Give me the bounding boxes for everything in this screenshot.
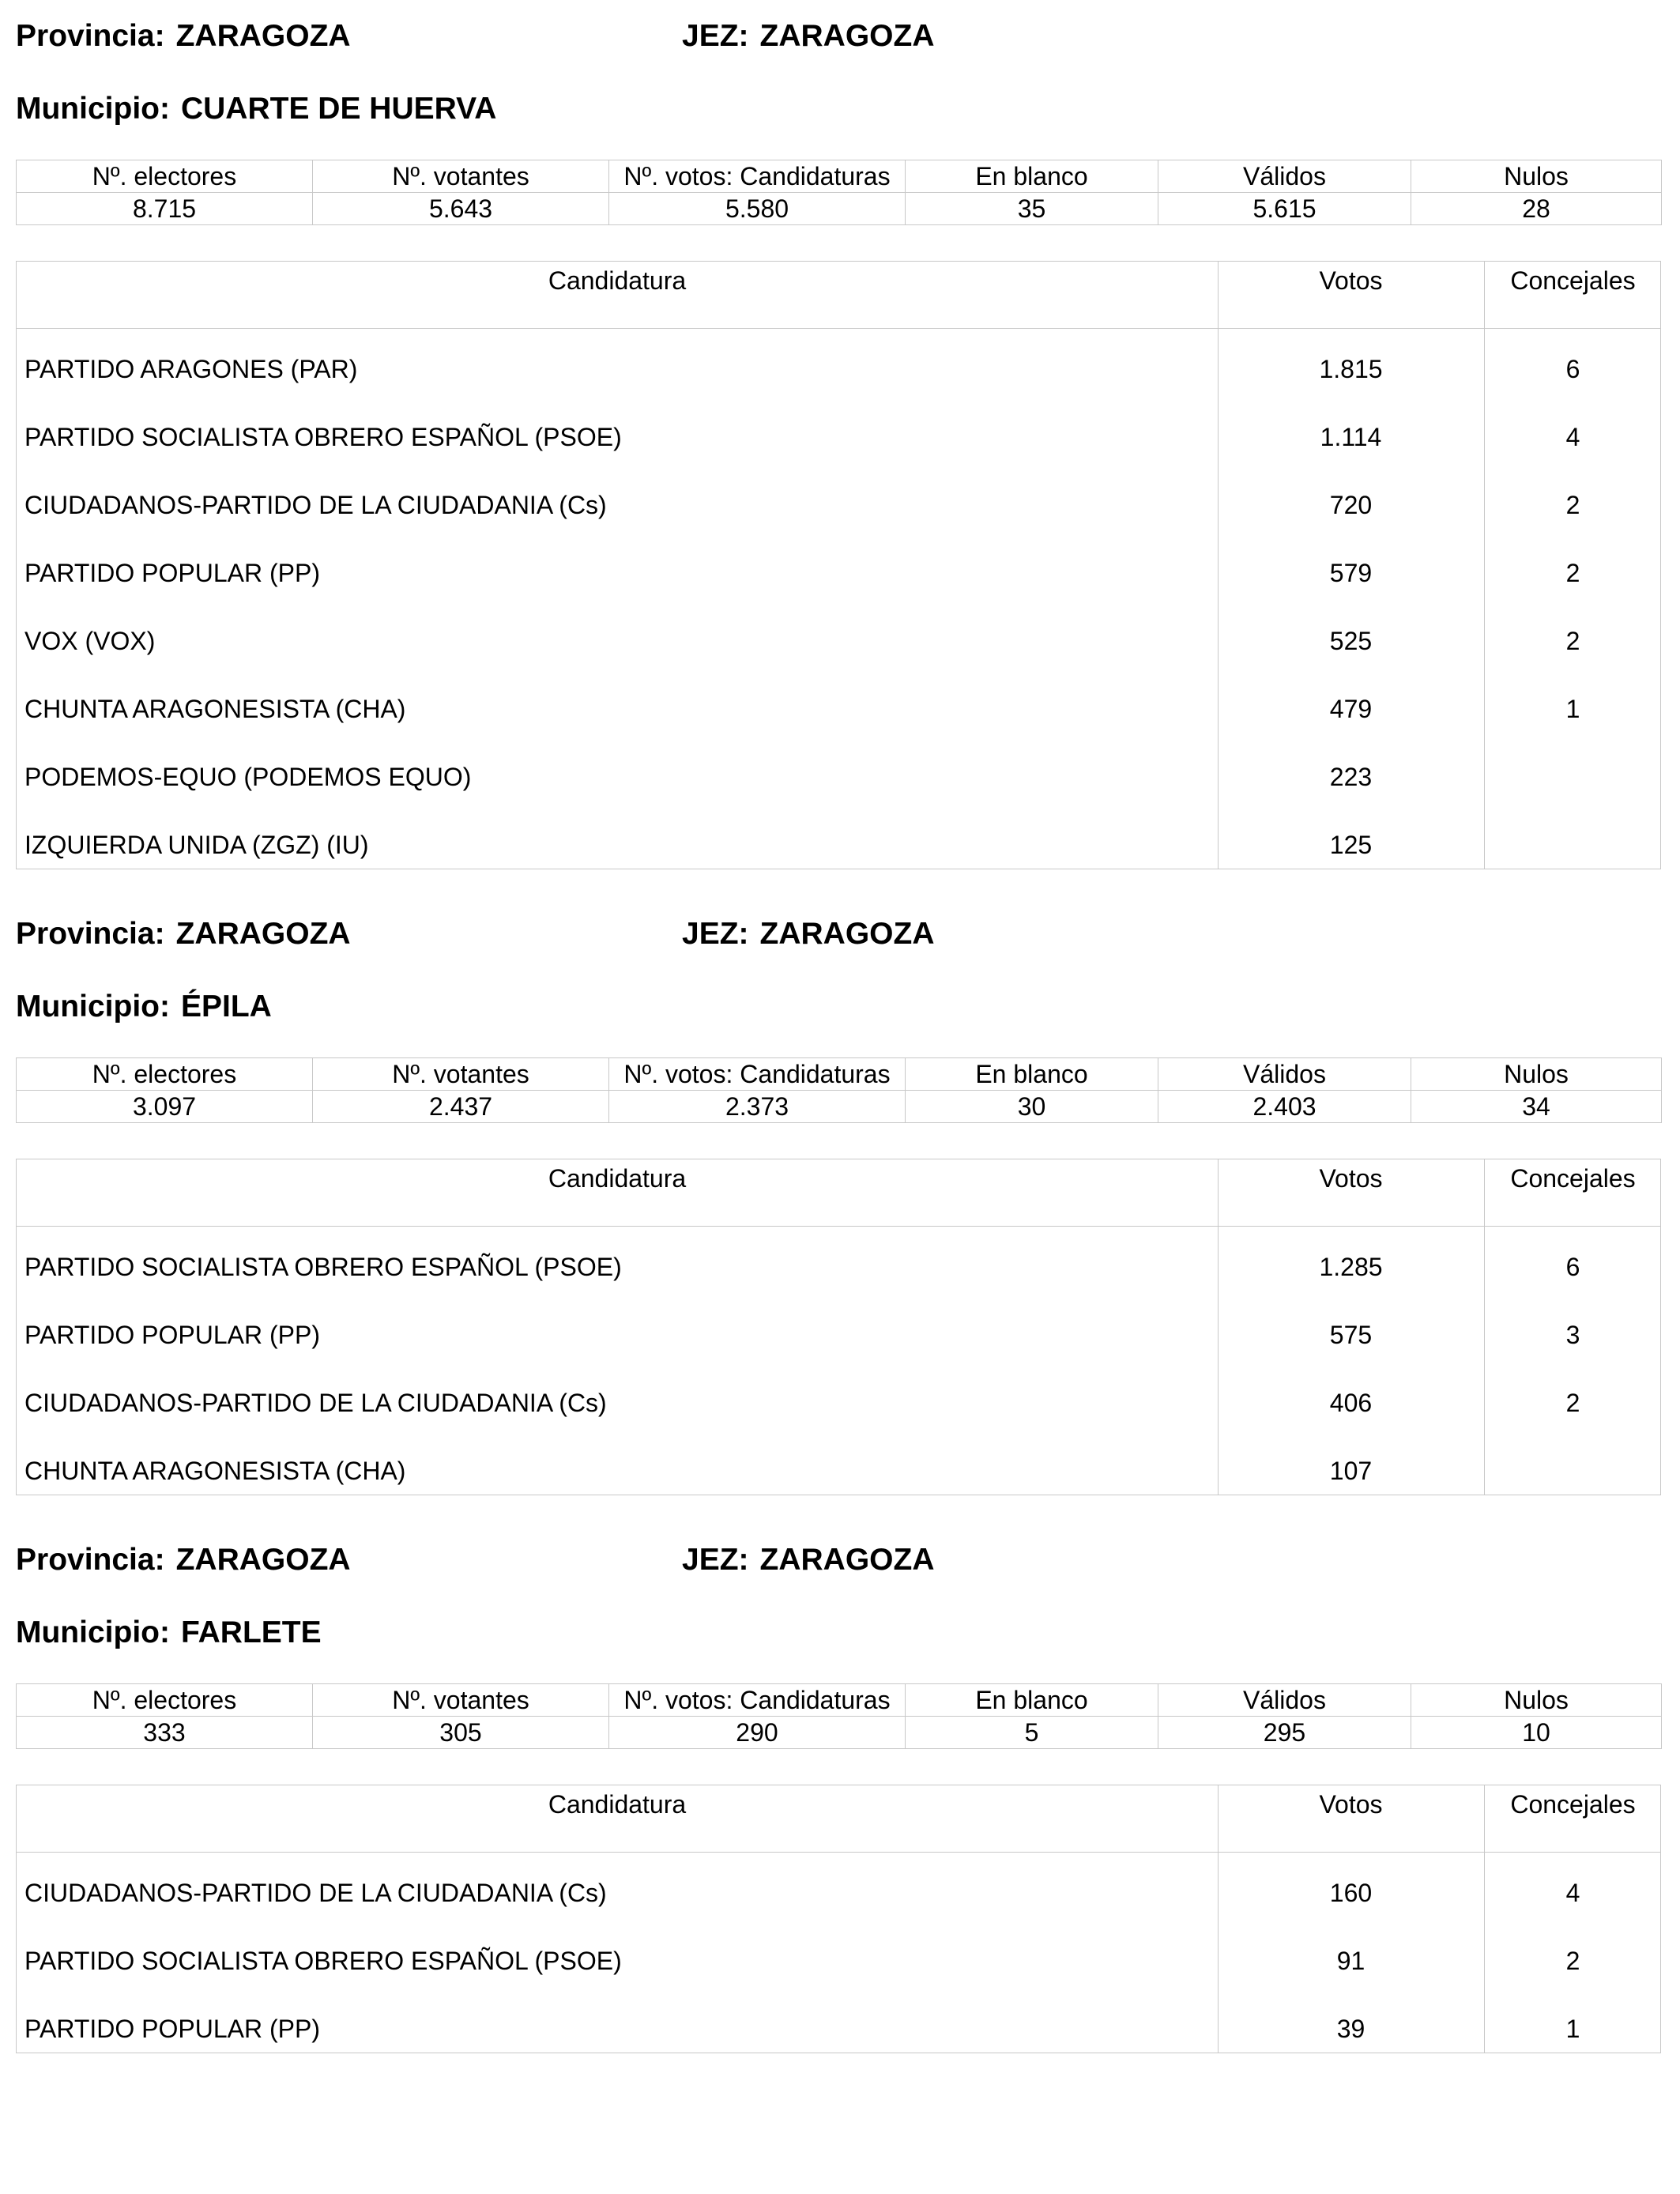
header-divider	[17, 1226, 1660, 1227]
candidate-concejales: 2	[1565, 627, 1580, 655]
jez-line	[682, 918, 935, 949]
summary-value-cell: 3.097	[17, 1091, 313, 1123]
summary-value-cell: 8.715	[17, 193, 313, 225]
summary-value-cell: 290	[609, 1717, 906, 1749]
provincia-line	[16, 21, 351, 51]
municipio-line	[16, 1617, 322, 1648]
municipio-label: Municipio:	[16, 1615, 170, 1649]
summary-value-cell: 305	[313, 1717, 609, 1749]
candidate-row	[17, 472, 1660, 540]
provincia-line	[16, 918, 351, 949]
summary-value-cell: 34	[1411, 1091, 1662, 1123]
candidatura-header: Candidatura	[548, 1790, 687, 1819]
candidate-name: PARTIDO POPULAR (PP)	[24, 2015, 320, 2043]
candidate-votes: 579	[1329, 559, 1373, 587]
candidate-name: IZQUIERDA UNIDA (ZGZ) (IU)	[24, 831, 369, 859]
candidate-votes: 39	[1336, 2015, 1365, 2043]
jez-line	[682, 21, 935, 51]
votos-header: Votos	[1319, 1790, 1383, 1819]
candidate-concejales: 6	[1565, 1253, 1580, 1281]
summary-header-cell: Nº. electores	[17, 1684, 313, 1717]
summary-value-row	[17, 1717, 1662, 1749]
candidate-name: CIUDADANOS-PARTIDO DE LA CIUDADANIA (Cs)	[24, 1879, 607, 1907]
summary-value-cell: 5.643	[313, 193, 609, 225]
summary-value-cell: 5.615	[1158, 193, 1411, 225]
jez-label: JEZ:	[682, 1543, 749, 1577]
candidate-name: CHUNTA ARAGONESISTA (CHA)	[24, 695, 406, 723]
candidate-votes: 720	[1329, 491, 1373, 519]
candidate-row	[17, 1928, 1660, 1996]
candidate-votes: 1.114	[1320, 423, 1382, 451]
municipio-line	[16, 991, 272, 1022]
municipio-value: CUARTE DE HUERVA	[180, 92, 497, 126]
candidate-concejales: 3	[1565, 1321, 1580, 1349]
summary-header-cell: Válidos	[1158, 160, 1411, 193]
provincia-value: ZARAGOZA	[175, 917, 351, 951]
summary-header-cell: En blanco	[906, 1684, 1158, 1717]
candidatura-header: Candidatura	[548, 1164, 687, 1193]
provincia-label: Provincia:	[16, 1543, 165, 1577]
candidate-votes: 479	[1329, 695, 1373, 723]
candidate-concejales: 2	[1565, 491, 1580, 519]
concejales-header: Concejales	[1510, 1164, 1636, 1193]
candidate-row	[17, 676, 1660, 744]
summary-value-cell: 28	[1411, 193, 1662, 225]
jez-label: JEZ:	[682, 917, 749, 951]
candidate-row	[17, 336, 1660, 404]
candidate-name: PARTIDO POPULAR (PP)	[24, 1321, 320, 1349]
summary-table	[16, 160, 1662, 225]
provincia-value: ZARAGOZA	[175, 19, 351, 53]
candidate-name: PARTIDO SOCIALISTA OBRERO ESPAÑOL (PSOE)	[24, 1253, 622, 1281]
summary-header-cell: Válidos	[1158, 1684, 1411, 1717]
summary-value-cell: 2.403	[1158, 1091, 1411, 1123]
candidate-row	[17, 1234, 1660, 1302]
concejales-header: Concejales	[1510, 266, 1636, 295]
summary-header-row	[17, 1058, 1662, 1091]
candidate-row	[17, 1438, 1660, 1506]
candidate-row	[17, 1370, 1660, 1438]
candidates-table	[16, 261, 1661, 869]
candidate-votes: 406	[1329, 1389, 1373, 1417]
header-divider	[17, 1852, 1660, 1853]
municipio-line	[16, 93, 496, 124]
provincia-value: ZARAGOZA	[175, 1543, 351, 1577]
summary-table	[16, 1057, 1662, 1123]
jez-line	[682, 1544, 935, 1575]
candidate-name: CIUDADANOS-PARTIDO DE LA CIUDADANIA (Cs)	[24, 1389, 607, 1417]
summary-header-cell: Nulos	[1411, 1058, 1662, 1091]
candidate-row	[17, 404, 1660, 472]
candidate-concejales: 2	[1565, 559, 1580, 587]
provincia-line	[16, 1544, 351, 1575]
candidates-table	[16, 1159, 1661, 1495]
summary-value-cell: 5.580	[609, 193, 906, 225]
candidate-votes: 91	[1336, 1947, 1365, 1975]
candidate-name: VOX (VOX)	[24, 627, 156, 655]
summary-value-row	[17, 193, 1662, 225]
candidate-row	[17, 1860, 1660, 1928]
summary-header-cell: Nulos	[1411, 160, 1662, 193]
candidate-name: PARTIDO ARAGONES (PAR)	[24, 355, 358, 383]
summary-header-cell: Nº. electores	[17, 160, 313, 193]
candidate-name: PODEMOS-EQUO (PODEMOS EQUO)	[24, 763, 472, 791]
summary-value-cell: 333	[17, 1717, 313, 1749]
candidate-votes: 575	[1329, 1321, 1373, 1349]
votos-header: Votos	[1319, 1164, 1383, 1193]
summary-header-cell: Nº. votantes	[313, 160, 609, 193]
candidate-votes: 160	[1329, 1879, 1373, 1907]
candidate-concejales: 2	[1565, 1947, 1580, 1975]
header-divider	[17, 328, 1660, 329]
summary-value-cell: 30	[906, 1091, 1158, 1123]
summary-table	[16, 1683, 1662, 1749]
jez-value: ZARAGOZA	[759, 19, 935, 53]
municipio-value: ÉPILA	[180, 990, 272, 1023]
summary-header-cell: Válidos	[1158, 1058, 1411, 1091]
candidate-name: PARTIDO SOCIALISTA OBRERO ESPAÑOL (PSOE)	[24, 423, 622, 451]
summary-header-cell: Nulos	[1411, 1684, 1662, 1717]
candidate-row	[17, 744, 1660, 812]
summary-value-cell: 35	[906, 193, 1158, 225]
candidate-name: PARTIDO POPULAR (PP)	[24, 559, 320, 587]
candidate-votes: 1.815	[1319, 355, 1383, 383]
jez-value: ZARAGOZA	[759, 917, 935, 951]
provincia-label: Provincia:	[16, 19, 165, 53]
summary-value-row	[17, 1091, 1662, 1123]
concejales-header: Concejales	[1510, 1790, 1636, 1819]
candidates-table	[16, 1785, 1661, 2053]
summary-header-row	[17, 1684, 1662, 1717]
jez-label: JEZ:	[682, 19, 749, 53]
summary-header-cell: Nº. electores	[17, 1058, 313, 1091]
candidate-concejales: 6	[1565, 355, 1580, 383]
candidate-concejales: 1	[1565, 2015, 1580, 2043]
summary-value-cell: 5	[906, 1717, 1158, 1749]
candidate-name: CHUNTA ARAGONESISTA (CHA)	[24, 1457, 406, 1485]
municipio-label: Municipio:	[16, 990, 170, 1023]
summary-header-cell: Nº. votos: Candidaturas	[609, 1058, 906, 1091]
summary-header-cell: Nº. votantes	[313, 1684, 609, 1717]
candidatura-header: Candidatura	[548, 266, 687, 295]
candidate-row	[17, 540, 1660, 608]
candidate-votes: 125	[1329, 831, 1373, 859]
summary-header-cell: En blanco	[906, 160, 1158, 193]
votos-header: Votos	[1319, 266, 1383, 295]
summary-value-cell: 10	[1411, 1717, 1662, 1749]
summary-header-cell: Nº. votos: Candidaturas	[609, 1684, 906, 1717]
summary-header-row	[17, 160, 1662, 193]
candidate-concejales: 4	[1565, 1879, 1580, 1907]
candidate-votes: 1.285	[1319, 1253, 1383, 1281]
jez-value: ZARAGOZA	[759, 1543, 935, 1577]
candidate-concejales: 4	[1565, 423, 1580, 451]
candidate-votes: 525	[1329, 627, 1373, 655]
summary-value-cell: 295	[1158, 1717, 1411, 1749]
candidate-concejales: 1	[1565, 695, 1580, 723]
candidate-name: PARTIDO SOCIALISTA OBRERO ESPAÑOL (PSOE)	[24, 1947, 622, 1975]
summary-value-cell: 2.437	[313, 1091, 609, 1123]
candidate-votes: 223	[1329, 763, 1373, 791]
candidate-name: CIUDADANOS-PARTIDO DE LA CIUDADANIA (Cs)	[24, 491, 607, 519]
summary-header-cell: En blanco	[906, 1058, 1158, 1091]
summary-header-cell: Nº. votos: Candidaturas	[609, 160, 906, 193]
candidate-row	[17, 1996, 1660, 2064]
municipio-value: FARLETE	[180, 1615, 322, 1649]
candidate-row	[17, 1302, 1660, 1370]
provincia-label: Provincia:	[16, 917, 165, 951]
summary-value-cell: 2.373	[609, 1091, 906, 1123]
candidate-row	[17, 812, 1660, 880]
candidate-concejales: 2	[1565, 1389, 1580, 1417]
summary-header-cell: Nº. votantes	[313, 1058, 609, 1091]
candidate-row	[17, 608, 1660, 676]
municipio-label: Municipio:	[16, 92, 170, 126]
candidate-votes: 107	[1329, 1457, 1373, 1485]
